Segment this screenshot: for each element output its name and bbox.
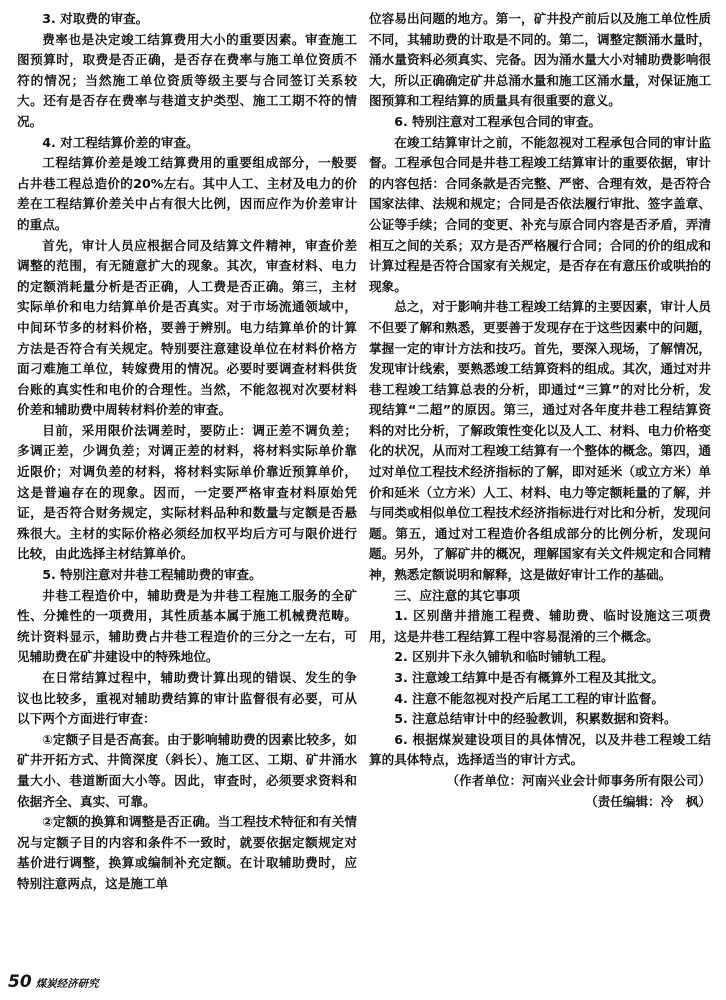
section-heading: 三、应注意的其它事项 <box>394 587 521 603</box>
paragraph: 3. 对取费的审查。 <box>42 11 149 26</box>
paragraph: 3. 注意竣工结算中是否有概算外工程及其批文。 <box>394 670 664 685</box>
paragraph: 目前，采用限价法调差时，要防止：调正差不调负差；多调正差，少调负差；对调正差的材料，将材料实际单价靠近限价；对调负差的材料，将材料实际单价靠近预算单价，这是普遍存在的现象。因而，一定要严格审查材料原始凭证，是否符合财务规定，实际材料品种和数量与定额是否悬殊很大。主材的实际价格必须经加权平均后方可与限价进行比较，由此选择主材结算单价。 <box>17 422 357 562</box>
paragraph: 工程结算价差是竣工结算费用的重要组成部分，一般要占井巷工程总造价的20%左右。其中人工、主材及电力的价差在工程结算价差关中占有很大比例，因而应作为价差审计的重点。 <box>17 155 357 232</box>
paragraph: 2. 区别井下永久铺轨和临时铺轨工程。 <box>394 649 614 665</box>
page-footer <box>8 972 99 992</box>
paragraph: ②定额的换算和调整是否正确。当工程技术特征和有关情况与定额子目的内容和条件不一致时，就要依据定额规定对基价进行调整，换算或编制补充定额。在计取辅助费时，应特别注意两点，这是施工单 <box>17 814 357 891</box>
responsible-editor: （责任编辑：冷 枫） <box>585 793 711 809</box>
paragraph: 5. 注意总结审计中的经验教训，积累数据和资料。 <box>394 711 677 727</box>
paragraph: 4. 注意不能忽视对投产后尾工工程的审计监督。 <box>394 690 664 706</box>
left-column <box>17 9 357 895</box>
paragraph: 5. 特别注意对井巷工程辅助费的审查。 <box>42 567 262 583</box>
right-column <box>369 9 711 812</box>
paragraph: 6. 特别注意对工程承包合同的审查。 <box>394 113 602 129</box>
paragraph: 费率也是决定竣工结算费用大小的重要因素。审查施工图预算时，取费是否正确，是否存在费率与施工单位资质不符的情况；当然施工单位资质等级主要与合同签订关系较大。还有是否存在费率与巷道支护类型、施工工期不符的情况。 <box>17 31 357 129</box>
paragraph: 总之，对于影响井巷工程竣工结算的主要因素，审计人员不但要了解和熟悉，更要善于发现存在于这些因素中的问题，掌握一定的审计方法和技巧。首先，要深入现场，了解情况，发现审计线索，要熟悉竣工结算资料的组成。其次，通过对井巷工程竣工结算总表的分析，即通过“三算”的对比分析，发现结算“二超”的原因。第三，通过对各年度井巷工程结算资料的对比分析，了解政策性变化以及人工、材料、电力价格变化的状况，从而对工程竣工结算有一个整体的概念。第四，通过对单位工程技术经济指标的了解，即对延米（或立方米）单价和延米（立方米）人工、材料、电力等定额耗量的了解，并与同类或相似单位工程技术经济指标进行对比和分析，发现问题。第五，通过对工程造价各组成部分的比例分析，发现问题。另外，了解矿井的概况，理解国家有关文件规定和合同精神，熟悉定额说明和解释，这是做好审计工作的基础。 <box>369 299 711 583</box>
paragraph: 首先，审计人员应根据合同及结算文件精神，审查价差调整的范围，有无随意扩大的现象。其次，审查材料、电力的定额消耗量分析是否正确，人工费是否正确。第三，主材实际单价和电力结算单价是否真实。对于市场流通领域中，中间环节多的材料价格，要善于辨别。电力结算单价的计算方法是否符合有关规定。特别要注意建设单位在材料价格方面刁难施工单位，转嫁费用的情况。必要时要调查材料供货台账的真实性和电价的合理性。当然，不能忽视对次要材料价差和辅助费中周转材料价差的审查。 <box>17 237 357 418</box>
paragraph: 位容易出问题的地方。第一，矿井投产前后以及施工单位性质不同，其辅助费的计取是不同的。第二，调整定额涌水量时，涌水量资料必须真实、完备。因为涌水量大小对辅助费影响很大，所以正确确定矿井总涌水量和施工区涌水量，对保证施工图预算和工程结算的质量具有很重要的意义。 <box>369 11 711 109</box>
paragraph: ①定额子目是否高套。由于影响辅助费的因素比较多，如矿井开拓方式、井筒深度（斜长）、施工区、工期、矿井涌水量大小、巷道断面大小等。因此，审查时，必须要求资料和依据齐全、真实、可靠。 <box>17 731 357 809</box>
paragraph: 1. 区别凿井措施工程费、辅助费、临时设施这三项费用，这是井巷工程结算工程中容易混淆的三个概念。 <box>369 608 711 644</box>
paragraph: 6. 根据煤炭建设项目的具体情况，以及井巷工程竣工结算的具体特点，选择适当的审计方式。 <box>369 731 711 768</box>
page-number: 50 <box>8 972 32 992</box>
paragraph: 在日常结算过程中，辅助费计算出现的错误、发生的争议也比较多，重视对辅助费结算的审计监督很有必要，可从以下两个方面进行审查： <box>17 670 357 727</box>
author-affiliation: （作者单位：河南兴业会计师事务所有限公司） <box>446 772 711 788</box>
journal-name: 煤炭经济研究 <box>35 978 99 990</box>
paragraph: 4. 对工程结算价差的审查。 <box>42 134 199 150</box>
paragraph: 井巷工程造价中，辅助费是为井巷工程施工服务的全矿性、分摊性的一项费用，其性质基本属于施工机械费范畴。统计资料显示，辅助费占井巷工程造价的三分之一左右，可见辅助费在矿井建设中的特殊地位。 <box>17 587 357 665</box>
paragraph: 在竣工结算审计之前，不能忽视对工程承包合同的审计监督。工程承包合同是井巷工程竣工结算审计的重要依据，审计的内容包括：合同条款是否完整、严密、合理有效，是否符合国家法律、法规和规定；合同是否依法履行审批、签字盖章、公证等手续；合同的变更、补充与原合同内容是否矛盾，弄清相互之间的关系；双方是否严格履行合同；合同的价的组成和计算过程是否符合国家有关规定，是否存在有意压价或哄抬的现象。 <box>369 134 711 294</box>
